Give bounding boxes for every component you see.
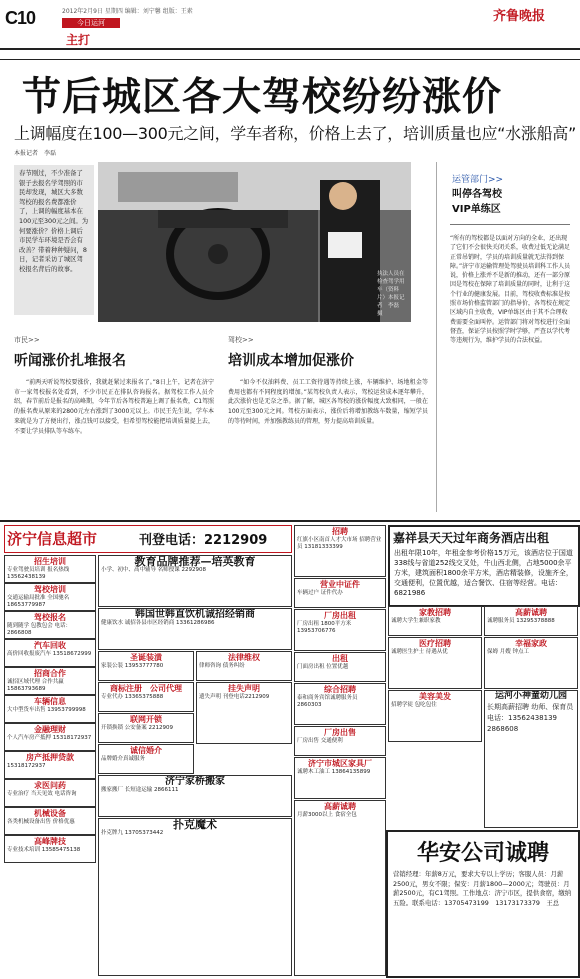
ad-box-text: 专业代办 13365375888 [101, 694, 164, 700]
headline: 节后城区各大驾校纷纷涨价 [22, 75, 503, 120]
ad-box-text: 专业治疗 当天见效 电话咨询 [7, 791, 77, 797]
ad-box-title: 房产抵押贷款 [26, 753, 74, 762]
ad-box [484, 637, 578, 689]
ad-box-text: 15318172937 [7, 763, 46, 769]
issue-meta [62, 6, 193, 15]
ad-box-title: 济宁市城区家具厂 [308, 759, 372, 768]
ad-box-text: 厂房出租 1800平方米 13953706776 [297, 621, 352, 635]
newspaper-logo: 齐鲁晚报 [493, 9, 546, 24]
ad-box-text: 诚聘木工油工 13864135899 [297, 769, 371, 775]
ad-box [98, 744, 194, 774]
ad-box-text: 律师咨询 债务纠纷 [199, 663, 245, 669]
ad-box-title: 招聘 [332, 527, 348, 536]
ad-box [4, 835, 96, 863]
ad-box-title: 招商合作 [34, 669, 66, 678]
ad-box [4, 751, 96, 779]
ad-box-text: 随到随学 包教包会 电话：2866808 [7, 623, 71, 637]
sidebar-tag: 运管部门>> [452, 175, 504, 185]
ad-box [4, 667, 96, 695]
ad-box-title: 驾校培训 [34, 585, 66, 594]
ad-box-text: 健康饮水 诚招各县市区经销商 13361286986 [101, 620, 215, 626]
ad-box [4, 779, 96, 807]
classified-phone: 刊登电话：2212909 [139, 533, 268, 548]
ad-box [4, 695, 96, 723]
ad-box [484, 606, 578, 636]
ad-box-title: 运河小神童幼儿园 [494, 691, 567, 701]
section-tag: 今日运河 [62, 18, 120, 28]
ad-box-text: 诚聘医生护士 待遇从优 [391, 649, 448, 655]
hotel-ad-title: 嘉祥县天天过年商务酒店出租 [393, 531, 550, 545]
ad-box-title: 机械设备 [34, 809, 66, 818]
sidebar-column [440, 162, 578, 515]
ad-box [98, 651, 194, 681]
ad-box-text: 搬家搬厂 长短途运输 2866111 [101, 787, 179, 793]
headline-top-divider [0, 59, 580, 60]
ad-box-text: 高价回收报废汽车 13518672999 [7, 651, 92, 657]
sidebar-title [452, 187, 572, 217]
ad-box-text: 家装公装 13953777780 [101, 663, 164, 669]
ad-box-title: 综合招聘 [324, 685, 356, 694]
section2-title: 培训成本增加促涨价 [228, 353, 354, 369]
ad-box-title: 求医问药 [34, 781, 66, 790]
section1-paragraph: “前两天听说驾校要涨价，我就赶紧过来报名了。”8日上午，记者在济宁市一家驾校报名处看到，不少市民正在排队咨询报名。据驾校工作人员介绍，春节前后是报名的高峰期，今年节后各驾校普遍上调了报名费，C1驾照的报名费从原来的2800元左右涨到了3000元以上。市民王先生说，学车本来就是为了方便出行，涨点钱可以接受，但希望驾校能把培训质量提上去，不要让学员排队等车练车。 [14, 379, 214, 435]
ad-box-title: 金融理财 [34, 725, 66, 734]
section-name: 主打 [66, 33, 91, 47]
ad-box-text: 厂房出售 交通便利 [297, 738, 343, 744]
ad-box-title: 高薪诚聘 [324, 802, 356, 811]
ads-divider [0, 520, 580, 522]
ad-box-title: 高薪诚聘 [515, 608, 547, 617]
ad-box-title: 驾校报名 [34, 613, 66, 622]
ad-box-title: 营业中证件 [320, 580, 360, 589]
header-divider [0, 48, 580, 50]
ad-box-text: 开锁换锁 公安备案 2212909 [101, 725, 173, 731]
ad-box-text: 专业驾驶员培训 报名热线 13562438139 [7, 567, 70, 581]
ad-box [294, 578, 386, 608]
ad-box-title: 美容美发 [419, 692, 451, 701]
section1-body [14, 378, 214, 513]
sidebar-title-line2: VIP单练区 [452, 204, 501, 215]
designer: 组版：王素 [162, 8, 193, 15]
ad-box [388, 606, 482, 636]
ad-box-text: 各类机械设备出售 价格优惠 [7, 819, 75, 825]
ad-box-text: 红旗小区南首人才大市场 招聘营业员 13181333399 [297, 537, 382, 551]
ad-box [294, 525, 386, 577]
section2-tag: 驾校>> [228, 336, 254, 344]
sidebar-divider [450, 224, 570, 225]
ad-box-title: 扑克魔术 [173, 818, 217, 831]
ad-box [4, 723, 96, 751]
section1-tag: 市民>> [14, 336, 40, 344]
ad-box-title: 医疗招聘 [419, 639, 451, 648]
column-divider [436, 162, 437, 512]
ad-box-title: 招生培训 [34, 557, 66, 566]
ad-box-title: 家教招聘 [419, 608, 451, 617]
ad-box-text: 专业技术培训 13585475138 [7, 847, 81, 853]
ad-box-title: 韩国世韩直饮机诚招经销商 [135, 609, 255, 620]
section1-title: 听闻涨价扎堆报名 [14, 353, 126, 369]
ad-box-text: 品牌婚介真诚服务 [101, 756, 146, 762]
ad-box [4, 555, 96, 583]
ad-box-title: 法律维权 [228, 653, 260, 662]
news-photo [98, 162, 411, 322]
classified-title: 济宁信息超市 [7, 530, 98, 548]
lead-paragraph: 春节刚过，不少准备了银子去报名学驾照的市民却发现，城区大多数驾校的报名费都涨价了，上调的幅度基本在100元至300元之间。为何要涨价？价格上调后市民学车环境是否会有改善？带着种种疑问，8日，记者采访了城区驾校报名背后的故事。 [19, 169, 89, 273]
ad-box-text: 诚招区域代理 合作共赢 15863793689 [7, 679, 64, 693]
ad-box [98, 682, 194, 712]
ad-box [294, 757, 386, 799]
ad-box-title: 济宁家桥搬家 [165, 776, 225, 787]
ad-box [4, 583, 96, 611]
ad-box [98, 818, 292, 976]
ad-box [4, 611, 96, 639]
ad-box [4, 807, 96, 835]
car-interior-photo [98, 162, 411, 322]
issue-weekday: 星期四 [104, 8, 123, 15]
ad-box-title: 幸福家政 [515, 639, 547, 648]
hotel-ad-body: 出租年限10年，年租金参考价格15万元，该酒店位于国道338线与省道252线交叉处，牛山西北侧，占地5000余平方米，建筑面积1800余平方米，酒店精装修，设施齐全，交通便利，位置优越，适合餐饮、住宿等经营。电话：6821986 [394, 549, 573, 597]
ad-box-text: 长期高薪招聘 幼师、保育员 电话：13562438139 2868608 [487, 703, 574, 733]
ad-box [294, 652, 386, 682]
ad-box-title: 高峰牌技 [34, 837, 66, 846]
ad-box-text: 招聘学徒 包吃包住 [391, 702, 437, 708]
section2-body [228, 378, 428, 513]
ad-box-title: 挂失声明 [228, 684, 260, 693]
ad-box-text: 小学、初中、高中辅导 名师授课 2292908 [101, 567, 206, 573]
ad-box [484, 690, 578, 828]
ad-box-text: 车辆过户 证件代办 [297, 590, 343, 596]
ad-box-title: 商标注册 公司代理 [110, 684, 182, 693]
ad-box-text: 保姆 月嫂 钟点工 [487, 649, 529, 655]
ad-box-text: 月薪3000以上 食宿全包 [297, 812, 357, 818]
ad-box [98, 555, 292, 607]
ad-box-title: 厂房出售 [324, 728, 356, 737]
ad-box [294, 800, 386, 976]
ad-box-text: 门面房出租 位置优越 [297, 664, 349, 670]
sidebar-title-line1: 叫停各驾校 [452, 189, 502, 200]
hotel-rental-ad [388, 525, 580, 607]
huaan-ad-body: 营销经理：年薪8万元，要求大专以上学历；客服人员：月薪2500元，男女不限；保安：月薪1800—2000元；驾驶员：月薪2500元，有C1驾照。工作地点：济宁市区，提供食宿，缴纳五险。联系电话：13705473199 13173173379 王总 [393, 870, 572, 907]
ad-box-text: 扑克牌九 13705373442 [101, 830, 164, 836]
ad-box-title: 出租 [332, 654, 348, 663]
ad-box [4, 639, 96, 667]
section2-paragraph: “如今不仅油料费、员工工资待遇等持续上涨，车辆维护、场地租金等费用也都有不同程度的增加。”某驾校负责人表示，驾校运营成本逐年攀升，此次涨价也是无奈之举。据了解，城区各驾校的涨价幅度大致相同，一般在100元至300元之间。驾校方面表示，涨价后将增加教练车数量，缩短学员的等待时间，并加强教练员的管理，努力提高培训质量。 [228, 379, 428, 425]
ad-box-text: 诚聘大学生兼职家教 [391, 618, 441, 624]
ad-box [196, 682, 292, 744]
ad-box-text: 大中型货车出售 13953799998 [7, 707, 86, 713]
ad-box-text: 遗失声明 刊登电话2212909 [199, 694, 270, 700]
ad-box-title: 厂房出租 [324, 611, 356, 620]
ad-box [98, 775, 292, 817]
ad-box [294, 726, 386, 756]
huaan-ad-title: 华安公司诚聘 [416, 841, 549, 866]
ad-box-title: 圣诞装潢 [130, 653, 162, 662]
byline: 本报记者 李磊 [14, 150, 57, 157]
ad-box-title: 诚信婚介 [130, 746, 162, 755]
ad-box [98, 713, 194, 743]
ad-box-title: 教育品牌推荐—培英教育 [134, 555, 256, 568]
page-number: C10 [5, 8, 36, 28]
page-header [0, 0, 580, 52]
sidebar-body: “所有的驾校都是以面对方向的全业，还出现了它们不会很快关闭关系，收费过低无论满足正常吊销时，学员的培训质量就无法得到保障。”济宁市运输管理处驾驶员培训科工作人员说，价格上涨并不是新的推动，还有一部分原因是驾校在保障了培训质量的同时，让利于这个行业的健康发展。目前，驾校收费标准是按照市场价格监管部门的指导价，各驾校在规定区域内自主收费，VIP单练区由于其不合理收费需要全面叫停。运管部门将对驾校进行全面督查，保证学员按照学时学够，严查以学代考等违规行为，维护学员的合法权益。 [450, 235, 571, 345]
subheadline: 上调幅度在100—300元之间，学车者称，价格上去了，培训质量也应“水涨船高” [14, 124, 576, 143]
ad-box-text: 泰和商务宾馆诚聘服务员 2860303 [297, 695, 358, 709]
ad-box [294, 683, 386, 725]
classified-header [4, 525, 292, 553]
ad-box [294, 609, 386, 651]
ad-box-text: 交通运输局批准 全国驰名 18653779987 [7, 595, 70, 609]
ad-box-title: 汽车回收 [34, 641, 66, 650]
issue-date: 2012年2月9日 [62, 8, 103, 15]
ad-box-title: 联网开锁 [130, 715, 162, 724]
huaan-recruitment-ad [386, 830, 580, 978]
ad-box [98, 608, 292, 650]
ad-box-text: 诚聘服务员 13295378888 [487, 618, 555, 624]
ad-box [388, 637, 482, 689]
lead-paragraph-box [14, 165, 94, 315]
ad-box [196, 651, 292, 681]
editor: 编辑：刘宁馨 [124, 8, 161, 15]
ad-box-title: 车辆信息 [34, 697, 66, 706]
ad-box [388, 690, 482, 742]
ad-box-text: 个人汽车房产抵押 15318172937 [7, 735, 92, 741]
photo-caption: 执法人员在检查驾学用车（资料片）本报记者 李磊 摄 [377, 271, 405, 317]
